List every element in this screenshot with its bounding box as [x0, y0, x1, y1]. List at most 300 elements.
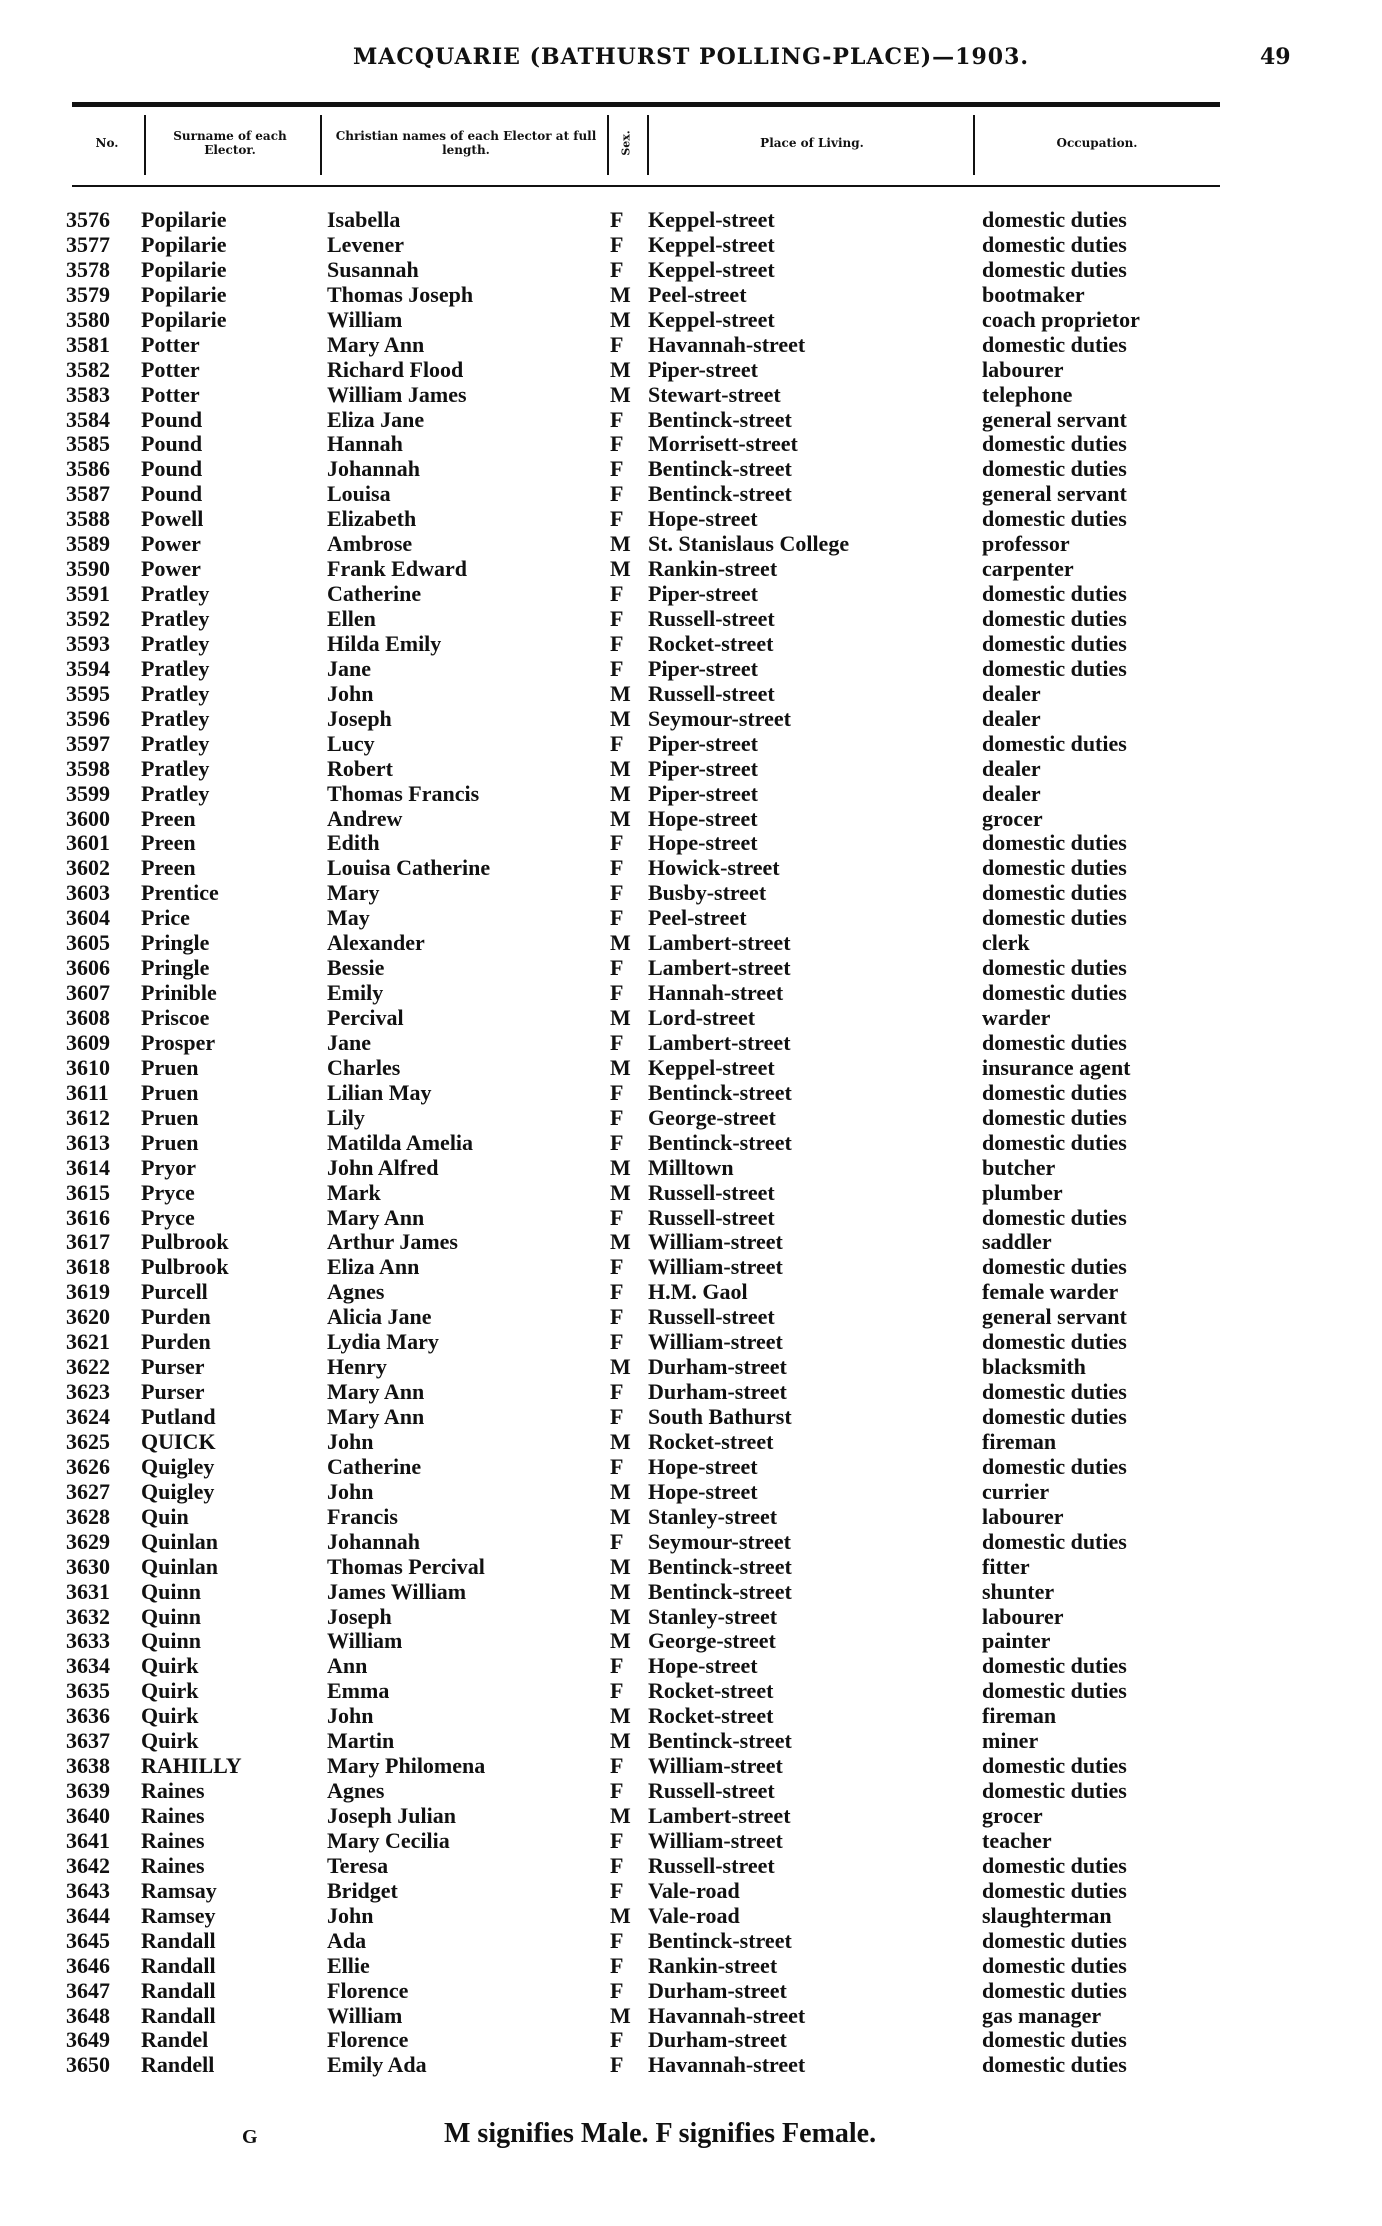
elector-number: 3607 — [66, 980, 110, 1006]
elector-surname: Power — [141, 556, 201, 582]
elector-place-of-living: Piper-street — [648, 755, 758, 781]
elector-number: 3597 — [66, 730, 110, 756]
table-row — [0, 1904, 1382, 1929]
elector-surname: Quinn — [141, 1628, 201, 1654]
elector-place-of-living: Morrisett-street — [648, 431, 798, 457]
table-row — [0, 807, 1382, 832]
elector-place-of-living: Hope-street — [648, 1453, 758, 1479]
elector-sex: F — [610, 1329, 624, 1355]
elector-christian-names: Emily — [327, 980, 384, 1006]
table-row — [0, 482, 1382, 507]
elector-occupation: domestic duties — [982, 1528, 1127, 1554]
column-header-row — [72, 102, 1220, 187]
elector-surname: Pratley — [141, 630, 210, 656]
elector-christian-names: Jane — [327, 655, 371, 681]
elector-sex: F — [610, 431, 624, 457]
elector-place-of-living: Bentinck-street — [648, 1129, 792, 1155]
column-header-sex-label: Sex. — [620, 130, 633, 156]
elector-number: 3637 — [66, 1728, 110, 1754]
elector-christian-names: Levener — [327, 231, 404, 257]
elector-place-of-living: Bentinck-street — [648, 1553, 792, 1579]
elector-sex: F — [610, 1927, 624, 1953]
elector-sex: F — [610, 980, 624, 1006]
elector-sex: F — [610, 1678, 624, 1704]
elector-occupation: butcher — [982, 1154, 1056, 1180]
elector-occupation: domestic duties — [982, 456, 1127, 482]
elector-sex: F — [610, 1977, 624, 2003]
elector-number: 3621 — [66, 1329, 110, 1355]
elector-place-of-living: Seymour-street — [648, 705, 791, 731]
elector-christian-names: Percival — [327, 1005, 404, 1030]
elector-sex: F — [610, 231, 624, 257]
elector-christian-names: Thomas Joseph — [327, 281, 474, 307]
elector-surname: Pryce — [141, 1179, 195, 1205]
elector-place-of-living: Lord-street — [648, 1005, 756, 1030]
elector-sex: F — [610, 2052, 624, 2078]
table-row — [0, 1555, 1382, 1580]
elector-occupation: miner — [982, 1728, 1039, 1754]
elector-surname: QUICK — [141, 1428, 216, 1454]
elector-number: 3619 — [66, 1279, 110, 1305]
elector-surname: Pringle — [141, 930, 210, 956]
electoral-roll-list — [0, 208, 1382, 2078]
elector-sex: M — [610, 1229, 631, 1255]
table-row — [0, 1455, 1382, 1480]
elector-sex: F — [610, 1204, 624, 1230]
elector-surname: Purser — [141, 1379, 205, 1405]
elector-number: 3580 — [66, 306, 110, 332]
elector-christian-names: Andrew — [327, 805, 403, 831]
elector-surname: Pound — [141, 406, 203, 432]
elector-surname: Prosper — [141, 1029, 216, 1055]
elector-christian-names: Francis — [327, 1503, 398, 1529]
elector-number: 3600 — [66, 805, 110, 831]
elector-christian-names: James William — [327, 1578, 467, 1604]
elector-occupation: domestic duties — [982, 1329, 1127, 1355]
elector-occupation: shunter — [982, 1578, 1055, 1604]
elector-sex: F — [610, 1404, 624, 1429]
elector-occupation: labourer — [982, 356, 1064, 382]
elector-surname: Pratley — [141, 655, 210, 681]
elector-surname: Pratley — [141, 755, 210, 781]
elector-place-of-living: Havannah-street — [648, 331, 806, 357]
elector-place-of-living: Hope-street — [648, 830, 758, 856]
elector-occupation: domestic duties — [982, 256, 1127, 282]
elector-christian-names: Bessie — [327, 955, 385, 981]
elector-christian-names: Louisa — [327, 481, 391, 507]
elector-occupation: domestic duties — [982, 231, 1127, 257]
elector-christian-names: Lily — [327, 1104, 365, 1130]
elector-surname: Randall — [141, 1927, 216, 1953]
elector-christian-names: Alicia Jane — [327, 1304, 432, 1330]
elector-occupation: domestic duties — [982, 1379, 1127, 1405]
elector-surname: Raines — [141, 1827, 205, 1853]
elector-christian-names: Matilda Amelia — [327, 1129, 474, 1155]
elector-place-of-living: Keppel-street — [648, 207, 775, 232]
elector-surname: Randall — [141, 2002, 216, 2028]
elector-sex: F — [610, 256, 624, 282]
table-row — [0, 1330, 1382, 1355]
elector-christian-names: Eliza Ann — [327, 1254, 420, 1280]
elector-sex: M — [610, 705, 631, 731]
elector-place-of-living: H.M. Gaol — [648, 1279, 748, 1305]
elector-christian-names: Lucy — [327, 730, 375, 756]
elector-occupation: domestic duties — [982, 730, 1127, 756]
table-row — [0, 981, 1382, 1006]
elector-christian-names: Teresa — [327, 1852, 389, 1878]
elector-occupation: bootmaker — [982, 281, 1085, 307]
elector-occupation: saddler — [982, 1229, 1052, 1255]
elector-sex: M — [610, 306, 631, 332]
elector-place-of-living: Piper-street — [648, 655, 758, 681]
table-row — [0, 532, 1382, 557]
elector-surname: Quirk — [141, 1653, 199, 1679]
table-row — [0, 1879, 1382, 1904]
elector-place-of-living: Stanley-street — [648, 1503, 778, 1529]
elector-surname: Prentice — [141, 880, 219, 906]
elector-surname: Preen — [141, 830, 196, 856]
elector-occupation: domestic duties — [982, 955, 1127, 981]
elector-number: 3617 — [66, 1229, 110, 1255]
elector-sex: M — [610, 805, 631, 831]
elector-number: 3583 — [66, 381, 110, 407]
table-row — [0, 258, 1382, 283]
elector-occupation: dealer — [982, 705, 1041, 731]
table-row — [0, 2053, 1382, 2078]
elector-occupation: grocer — [982, 1803, 1043, 1828]
table-row — [0, 1181, 1382, 1206]
elector-number: 3650 — [66, 2052, 110, 2078]
elector-occupation: clerk — [982, 930, 1030, 956]
elector-number: 3636 — [66, 1703, 110, 1729]
elector-sex: M — [610, 680, 631, 706]
table-row — [0, 1031, 1382, 1056]
elector-place-of-living: Russell-street — [648, 1304, 775, 1330]
elector-sex: M — [610, 1628, 631, 1654]
elector-number: 3635 — [66, 1678, 110, 1704]
elector-sex: M — [610, 755, 631, 781]
elector-sex: F — [610, 331, 624, 357]
elector-number: 3594 — [66, 655, 110, 681]
elector-occupation: domestic duties — [982, 1129, 1127, 1155]
elector-surname: Pratley — [141, 730, 210, 756]
elector-number: 3638 — [66, 1753, 110, 1779]
elector-sex: F — [610, 630, 624, 656]
elector-christian-names: John Alfred — [327, 1154, 439, 1180]
column-divider — [973, 115, 975, 175]
elector-number: 3577 — [66, 231, 110, 257]
elector-christian-names: Susannah — [327, 256, 419, 282]
elector-surname: Popilarie — [141, 306, 227, 332]
elector-surname: Quirk — [141, 1703, 199, 1729]
elector-place-of-living: Vale-road — [648, 1877, 740, 1903]
elector-christian-names: Edith — [327, 830, 380, 856]
elector-sex: F — [610, 855, 624, 881]
elector-place-of-living: Bentinck-street — [648, 1578, 792, 1604]
elector-christian-names: Louisa Catherine — [327, 855, 491, 881]
elector-sex: F — [610, 1653, 624, 1679]
elector-surname: Quirk — [141, 1678, 199, 1704]
elector-number: 3589 — [66, 531, 110, 557]
elector-place-of-living: Piper-street — [648, 356, 758, 382]
elector-surname: Randall — [141, 1952, 216, 1978]
column-header-surname: Surname of each Elector. — [173, 129, 287, 157]
elector-number: 3632 — [66, 1603, 110, 1629]
elector-occupation: female warder — [982, 1279, 1119, 1305]
elector-number: 3614 — [66, 1154, 110, 1180]
elector-occupation: dealer — [982, 780, 1041, 806]
table-row — [0, 782, 1382, 807]
column-divider — [320, 115, 322, 175]
table-row — [0, 1156, 1382, 1181]
elector-number: 3599 — [66, 780, 110, 806]
column-header-place: Place of Living. — [760, 136, 864, 150]
elector-surname: Pryce — [141, 1204, 195, 1230]
elector-surname: Quin — [141, 1503, 189, 1529]
elector-christian-names: Catherine — [327, 1453, 422, 1479]
elector-christian-names: William — [327, 1628, 403, 1654]
table-row — [0, 1280, 1382, 1305]
elector-place-of-living: Bentinck-street — [648, 1927, 792, 1953]
elector-surname: Pruen — [141, 1079, 199, 1105]
elector-number: 3647 — [66, 1977, 110, 2003]
table-row — [0, 1505, 1382, 1530]
elector-occupation: domestic duties — [982, 1852, 1127, 1878]
elector-christian-names: Elizabeth — [327, 506, 417, 532]
table-row — [0, 1056, 1382, 1081]
elector-occupation: telephone — [982, 381, 1073, 407]
elector-surname: Quigley — [141, 1478, 215, 1504]
elector-surname: Power — [141, 531, 201, 557]
elector-occupation: domestic duties — [982, 606, 1127, 631]
elector-christian-names: Thomas Francis — [327, 780, 480, 806]
elector-surname: Raines — [141, 1852, 205, 1878]
table-row — [0, 358, 1382, 383]
elector-sex: F — [610, 1254, 624, 1280]
elector-surname: Price — [141, 905, 190, 931]
elector-place-of-living: Peel-street — [648, 281, 747, 307]
elector-sex: M — [610, 281, 631, 307]
elector-occupation: domestic duties — [982, 905, 1127, 931]
elector-surname: Popilarie — [141, 281, 227, 307]
elector-surname: Preen — [141, 855, 196, 881]
elector-place-of-living: Russell-street — [648, 606, 775, 631]
elector-sex: M — [610, 1428, 631, 1454]
elector-surname: Pulbrook — [141, 1254, 229, 1280]
elector-occupation: plumber — [982, 1179, 1063, 1205]
elector-christian-names: Ada — [327, 1927, 367, 1953]
elector-sex: F — [610, 1528, 624, 1554]
elector-sex: F — [610, 1129, 624, 1155]
elector-sex: M — [610, 1603, 631, 1629]
elector-place-of-living: George-street — [648, 1628, 776, 1654]
elector-place-of-living: Durham-street — [648, 1977, 787, 2003]
elector-surname: Raines — [141, 1803, 205, 1828]
elector-christian-names: Joseph — [327, 705, 392, 731]
table-row — [0, 1305, 1382, 1330]
elector-sex: M — [610, 1179, 631, 1205]
elector-sex: F — [610, 1778, 624, 1804]
elector-number: 3581 — [66, 331, 110, 357]
elector-place-of-living: Durham-street — [648, 1379, 787, 1405]
elector-surname: Pulbrook — [141, 1229, 229, 1255]
elector-occupation: domestic duties — [982, 1204, 1127, 1230]
elector-surname: Quigley — [141, 1453, 215, 1479]
elector-occupation: domestic duties — [982, 830, 1127, 856]
elector-occupation: domestic duties — [982, 880, 1127, 906]
elector-surname: Purden — [141, 1304, 211, 1330]
elector-number: 3622 — [66, 1354, 110, 1380]
elector-christian-names: Robert — [327, 755, 393, 781]
elector-surname: Potter — [141, 381, 200, 407]
table-row — [0, 1629, 1382, 1654]
elector-place-of-living: Russell-street — [648, 680, 775, 706]
column-header-occupation: Occupation. — [1056, 136, 1138, 150]
elector-sex: M — [610, 1005, 631, 1030]
elector-occupation: domestic duties — [982, 980, 1127, 1006]
elector-place-of-living: Stanley-street — [648, 1603, 778, 1629]
elector-christian-names: Johannah — [327, 456, 420, 482]
elector-christian-names: Hilda Emily — [327, 630, 442, 656]
elector-sex: F — [610, 1852, 624, 1878]
elector-place-of-living: Havannah-street — [648, 2052, 806, 2078]
elector-surname: RAHILLY — [141, 1753, 242, 1779]
table-row — [0, 1979, 1382, 2004]
elector-place-of-living: Russell-street — [648, 1852, 775, 1878]
elector-number: 3628 — [66, 1503, 110, 1529]
elector-place-of-living: Rocket-street — [648, 1703, 774, 1729]
elector-place-of-living: Russell-street — [648, 1778, 775, 1804]
elector-christian-names: Charles — [327, 1054, 401, 1080]
elector-christian-names: John — [327, 1428, 374, 1454]
elector-christian-names: Mark — [327, 1179, 381, 1205]
elector-christian-names: Mary — [327, 880, 380, 906]
elector-christian-names: John — [327, 680, 374, 706]
elector-occupation: domestic duties — [982, 1079, 1127, 1105]
elector-place-of-living: Havannah-street — [648, 2002, 806, 2028]
table-row — [0, 1804, 1382, 1829]
elector-place-of-living: Lambert-street — [648, 1803, 791, 1828]
elector-place-of-living: Bentinck-street — [648, 406, 792, 432]
elector-number: 3648 — [66, 2002, 110, 2028]
elector-number: 3602 — [66, 855, 110, 881]
elector-surname: Quinlan — [141, 1528, 219, 1554]
elector-occupation: domestic duties — [982, 581, 1127, 607]
table-row — [0, 1106, 1382, 1131]
table-row — [0, 1954, 1382, 1979]
elector-christian-names: Arthur James — [327, 1229, 458, 1255]
elector-surname: Quinn — [141, 1603, 201, 1629]
column-divider — [647, 115, 649, 175]
elector-place-of-living: Hope-street — [648, 506, 758, 532]
elector-place-of-living: Bentinck-street — [648, 456, 792, 482]
table-row — [0, 956, 1382, 981]
elector-occupation: general servant — [982, 1304, 1127, 1330]
table-row — [0, 1230, 1382, 1255]
table-row — [0, 1854, 1382, 1879]
elector-occupation: domestic duties — [982, 431, 1127, 457]
elector-christian-names: Jane — [327, 1029, 371, 1055]
elector-surname: Quinn — [141, 1578, 201, 1604]
table-row — [0, 1605, 1382, 1630]
elector-number: 3603 — [66, 880, 110, 906]
elector-occupation: fitter — [982, 1553, 1030, 1579]
elector-place-of-living: Stewart-street — [648, 381, 781, 407]
elector-sex: M — [610, 381, 631, 407]
elector-sex: M — [610, 930, 631, 956]
elector-number: 3593 — [66, 630, 110, 656]
elector-occupation: general servant — [982, 481, 1127, 507]
elector-sex: F — [610, 1952, 624, 1978]
table-row — [0, 1779, 1382, 1804]
elector-occupation: domestic duties — [982, 1977, 1127, 2003]
elector-place-of-living: William-street — [648, 1827, 783, 1853]
elector-place-of-living: William-street — [648, 1329, 783, 1355]
elector-surname: Quirk — [141, 1728, 199, 1754]
elector-sex: F — [610, 730, 624, 756]
elector-sex: F — [610, 207, 624, 232]
elector-sex: F — [610, 1877, 624, 1903]
elector-surname: Raines — [141, 1778, 205, 1804]
elector-surname: Pound — [141, 431, 203, 457]
elector-number: 3609 — [66, 1029, 110, 1055]
elector-number: 3595 — [66, 680, 110, 706]
elector-number: 3627 — [66, 1478, 110, 1504]
elector-number: 3643 — [66, 1877, 110, 1903]
elector-occupation: painter — [982, 1628, 1051, 1654]
elector-surname: Popilarie — [141, 231, 227, 257]
elector-occupation: domestic duties — [982, 1104, 1127, 1130]
elector-place-of-living: George-street — [648, 1104, 776, 1130]
column-header-christian-names: Christian names of each Elector at full length. — [335, 129, 597, 157]
elector-surname: Pratley — [141, 705, 210, 731]
elector-occupation: professor — [982, 531, 1070, 557]
elector-occupation: carpenter — [982, 556, 1074, 582]
elector-sex: F — [610, 1453, 624, 1479]
elector-christian-names: William — [327, 306, 403, 332]
elector-occupation: domestic duties — [982, 1678, 1127, 1704]
elector-christian-names: Ellie — [327, 1952, 370, 1978]
elector-surname: Ramsay — [141, 1877, 217, 1903]
elector-christian-names: Mary Ann — [327, 1404, 425, 1429]
table-row — [0, 1380, 1382, 1405]
table-row — [0, 432, 1382, 457]
elector-place-of-living: Piper-street — [648, 581, 758, 607]
elector-surname: Purden — [141, 1329, 211, 1355]
elector-number: 3611 — [66, 1079, 109, 1105]
elector-surname: Pratley — [141, 581, 210, 607]
elector-number: 3608 — [66, 1005, 110, 1030]
elector-number: 3642 — [66, 1852, 110, 1878]
elector-sex: M — [610, 1354, 631, 1380]
elector-christian-names: May — [327, 905, 370, 931]
table-row — [0, 1530, 1382, 1555]
elector-number: 3605 — [66, 930, 110, 956]
elector-occupation: domestic duties — [982, 1753, 1127, 1779]
elector-surname: Potter — [141, 331, 200, 357]
elector-place-of-living: Durham-street — [648, 1354, 787, 1380]
elector-christian-names: Richard Flood — [327, 356, 464, 382]
footer-signature-mark: G — [242, 2126, 258, 2148]
elector-surname: Pratley — [141, 780, 210, 806]
elector-place-of-living: Keppel-street — [648, 1054, 775, 1080]
elector-number: 3626 — [66, 1453, 110, 1479]
elector-occupation: domestic duties — [982, 1029, 1127, 1055]
table-row — [0, 707, 1382, 732]
elector-place-of-living: Howick-street — [648, 855, 780, 881]
elector-number: 3623 — [66, 1379, 110, 1405]
table-row — [0, 1654, 1382, 1679]
